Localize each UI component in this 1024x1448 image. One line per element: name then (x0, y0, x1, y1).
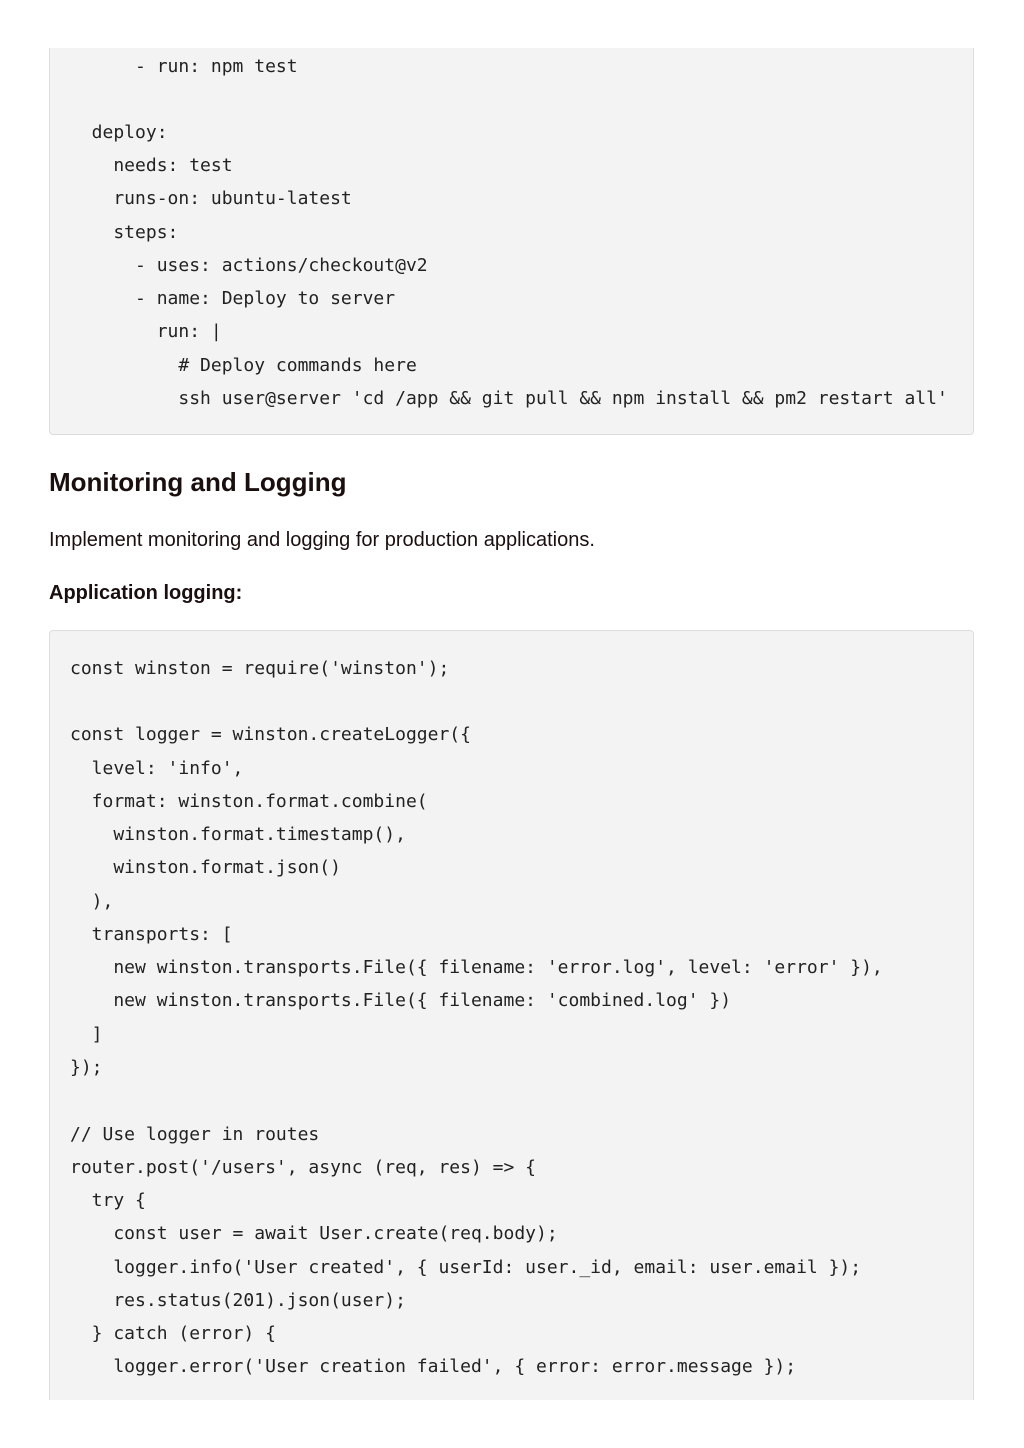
code-line: const winston = require('winston'); (70, 658, 450, 679)
code-line: - name: Deploy to server (70, 288, 396, 309)
code-line: deploy: (70, 122, 168, 143)
code-line: - uses: actions/checkout@v2 (70, 255, 428, 276)
deploy-code-block (49, 48, 974, 435)
code-line: // Use logger in routes (70, 1124, 320, 1145)
code-line: const user = await User.create(req.body); (70, 1223, 558, 1244)
code-line: } catch (error) { (70, 1323, 276, 1344)
code-line: router.post('/users', async (req, res) => { (70, 1157, 536, 1178)
code-line: }); (70, 1057, 103, 1078)
code-line: res.status(201).json(user); (70, 1290, 406, 1311)
code-line: - run: npm test (70, 56, 298, 77)
code-line: winston.format.timestamp(), (70, 824, 406, 845)
code-line: format: winston.format.combine( (70, 791, 428, 812)
code-line: winston.format.json() (70, 857, 341, 878)
code-line: level: 'info', (70, 758, 244, 779)
code-line: needs: test (70, 155, 233, 176)
code-line: logger.error('User creation failed', { error: error.message }); (70, 1356, 797, 1377)
code-line: steps: (70, 222, 179, 243)
code-line: try { (70, 1190, 146, 1211)
code-line: ssh user@server 'cd /app && git pull && npm install && pm2 restart all' (70, 388, 948, 409)
code-line: ] (70, 1024, 103, 1045)
code-line: new winston.transports.File({ filename: 'error.log', level: 'error' }), (70, 957, 883, 978)
code-line: const logger = winston.createLogger({ (70, 724, 471, 745)
code-line: ), (70, 891, 114, 912)
code-line: logger.info('User created', { userId: user._id, email: user.email }); (70, 1257, 862, 1278)
logging-code-block (49, 630, 974, 1400)
section-heading: Monitoring and Logging (49, 467, 347, 497)
subheading: Application logging: (49, 582, 243, 604)
code-line: run: | (70, 321, 222, 342)
section-intro: Implement monitoring and logging for production applications. (49, 529, 595, 551)
code-line: runs-on: ubuntu-latest (70, 188, 352, 209)
code-line: new winston.transports.File({ filename: 'combined.log' }) (70, 990, 732, 1011)
code-line: transports: [ (70, 924, 233, 945)
code-line: # Deploy commands here (70, 355, 417, 376)
